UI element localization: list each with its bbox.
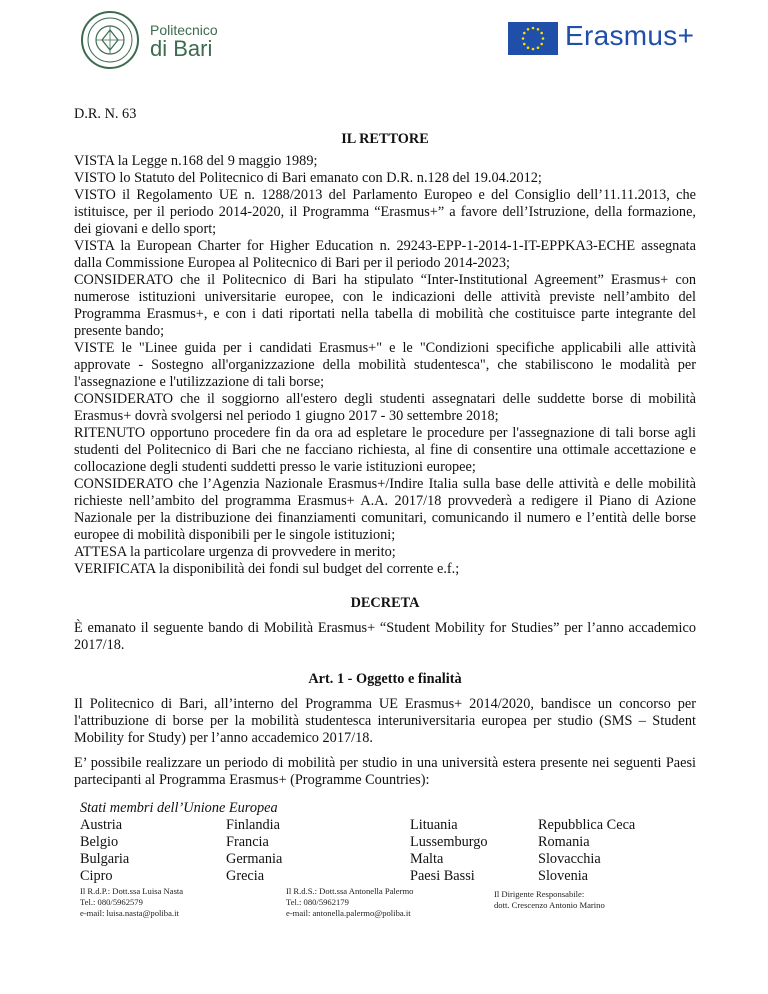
footer-line: dott. Crescenzo Antonio Marino: [494, 900, 605, 910]
country-name: Belgio: [80, 834, 119, 850]
premise-line: VISTA la European Charter for Higher Education n. 29243-EPP-1-2014-1-IT-EPPKA3-ECHE assegnata dalla Commissione Europea al Politecnico di Bari per il periodo 2014-2023;: [74, 238, 696, 271]
politecnico-name: Politecnico: [150, 22, 218, 38]
country-name: Malta: [410, 851, 444, 867]
premise-line: CONSIDERATO che il soggiorno all'estero degli studenti assegnatari delle suddette borse di mobilità Erasmus+ dovrà svolgersi nel periodo 1 giugno 2017 - 30 settembre 2018;: [74, 391, 696, 424]
country-name: Lussemburgo: [410, 834, 488, 850]
erasmus-wordmark: Erasmus+: [565, 20, 695, 51]
premise-line: RITENUTO opportuno procedere fin da ora ad espletare le procedure per l'assegnazione di tali borse agli studenti del Politecnico di Bari che ne facciano richiesta, al fine di consentire una ottimale accettazione e collocazione degli studenti suddetti presso le varie istituzioni europee;: [74, 425, 696, 475]
footer-manager: [494, 889, 605, 911]
footer-line: e-mail: antonella.palermo@poliba.it: [286, 908, 411, 918]
document-body: [74, 106, 696, 797]
country-name: Paesi Bassi: [410, 868, 475, 884]
countries-column: [410, 817, 488, 885]
decreta-heading: DECRETA: [350, 595, 420, 611]
premise-line: VISTO lo Statuto del Politecnico di Bari emanato con D.R. n.128 del 19.04.2012;: [74, 170, 542, 186]
premise-line: VISTO il Regolamento UE n. 1288/2013 del Parlamento Europeo e del Consiglio dell’11.11.2013, che istituisce, per il periodo 2014-2020, il Programma “Erasmus+” a favore dell’Istruzione, della formazione, dei giovani e dello sport;: [74, 187, 696, 237]
premise-line: CONSIDERATO che l’Agenzia Nazionale Erasmus+/Indire Italia sulla base delle attività e delle mobilità richieste nell’ambito del programma Erasmus+ A.A. 2017/18 provvederà a redigere il Piano di Azione Nazionale per la distribuzione dei finanziamenti comunitari, comunicando il numero e l’entità delle borse europee di mobilità disponibili per le singole istituzioni;: [74, 476, 696, 543]
countries-column: [80, 817, 129, 885]
art1-heading: Art. 1 - Oggetto e finalità: [308, 671, 462, 687]
country-name: Slovacchia: [538, 851, 601, 867]
countries-column: [226, 817, 282, 885]
art1-paragraph: E’ possibile realizzare un periodo di mobilità per studio in una università estera presente nei seguenti Paesi partecipanti al Programma Erasmus+ (Programme Countries):: [74, 755, 696, 788]
politecnico-logo: [80, 10, 230, 72]
country-name: Bulgaria: [80, 851, 130, 867]
country-name: Repubblica Ceca: [538, 817, 636, 833]
country-name: Austria: [80, 817, 123, 833]
footer-line: e-mail: luisa.nasta@poliba.it: [80, 908, 179, 918]
politecnico-seal-icon: [80, 10, 140, 70]
footer-contact-rdp: [80, 886, 183, 919]
country-name: Grecia: [226, 868, 265, 884]
country-name: Lituania: [410, 817, 458, 833]
eu-flag-icon: [508, 22, 558, 55]
decreta-text: È emanato il seguente bando di Mobilità Erasmus+ “Student Mobility for Studies” per l’anno accademico 2017/18.: [74, 620, 696, 653]
rector-heading: IL RETTORE: [341, 131, 429, 147]
premise-line: VERIFICATA la disponibilità dei fondi sul budget del corrente e.f.;: [74, 561, 460, 577]
decree-number: D.R. N. 63: [74, 106, 137, 122]
footer-contact-rds: [286, 886, 413, 919]
premise-line: ATTESA la particolare urgenza di provvedere in merito;: [74, 544, 396, 560]
country-name: Slovenia: [538, 868, 589, 884]
country-name: Finlandia: [226, 817, 281, 833]
countries-title: Stati membri dell’Unione Europea: [80, 800, 278, 816]
footer-line: Il R.d.S.: Dott.ssa Antonella Palermo: [286, 886, 414, 896]
art1-paragraph: Il Politecnico di Bari, all’interno del Programma UE Erasmus+ 2014/2020, bandisce un concorso per l'attribuzione di borse per la mobilità studentesca interuniversitaria europea per studio (SMS – Student Mobility for Study) per l’anno accademico 2017/18.: [74, 696, 696, 746]
premises-list: [74, 153, 696, 578]
country-name: Germania: [226, 851, 283, 867]
country-name: Romania: [538, 834, 590, 850]
country-name: Francia: [226, 834, 269, 850]
countries-list: [80, 800, 700, 884]
erasmus-logo: [508, 22, 698, 56]
politecnico-city: di Bari: [150, 36, 213, 61]
footer-line: Tel.: 080/5962579: [80, 897, 143, 907]
country-name: Cipro: [80, 868, 113, 884]
premise-line: CONSIDERATO che il Politecnico di Bari ha stipulato “Inter-Institutional Agreement” Erasmus+ con numerose istituzioni universitarie europee, con le indicazioni delle attività previste nell’ambito del Programma Erasmus+, e con i dati riportati nella tabella di mobilità che costituisce parte integrante del presente bando;: [74, 272, 696, 339]
footer-line: Il Dirigente Responsabile:: [494, 889, 585, 899]
footer-line: Il R.d.P.: Dott.ssa Luisa Nasta: [80, 886, 184, 896]
footer-line: Tel.: 080/5962179: [286, 897, 349, 907]
premise-line: VISTE le "Linee guida per i candidati Erasmus+" e le "Condizioni specifiche applicabili alle attività approvate - Sostegno all'organizzazione della mobilità studentesca", che stabiliscono le modalità per l'assegnazione e l'utilizzazione di tali borse;: [74, 340, 696, 390]
premise-line: VISTA la Legge n.168 del 9 maggio 1989;: [74, 153, 318, 169]
countries-column: [538, 817, 635, 885]
